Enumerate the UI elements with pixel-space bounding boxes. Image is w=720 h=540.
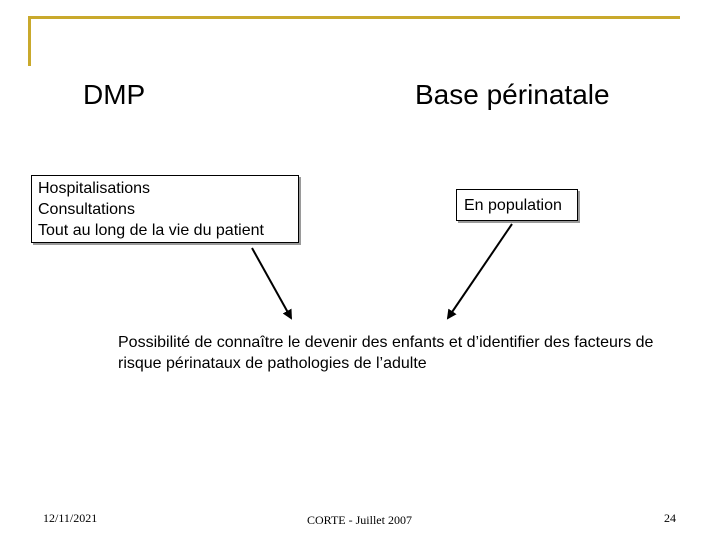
footer-date: 12/11/2021	[43, 511, 98, 525]
feature-hospitalisations: Hospitalisations	[38, 180, 151, 197]
footer-center-text: CORTE - Juillet 2007	[307, 513, 412, 527]
feature-consultations: Consultations	[38, 201, 135, 218]
heading-dmp: DMP	[83, 79, 146, 110]
arrow-from-dmp	[252, 248, 291, 318]
arrow-from-population	[448, 224, 512, 318]
page-number: 24	[664, 511, 676, 525]
feature-lifetime: Tout au long de la vie du patient	[38, 222, 264, 239]
heading-base-perinatale: Base périnatale	[415, 79, 610, 110]
population-box: En population	[456, 189, 578, 221]
conclusion-text: Possibilité de connaître le devenir des enfants et d’identifier des facteurs de risque périnataux de pathologies de l’adulte	[118, 334, 654, 372]
